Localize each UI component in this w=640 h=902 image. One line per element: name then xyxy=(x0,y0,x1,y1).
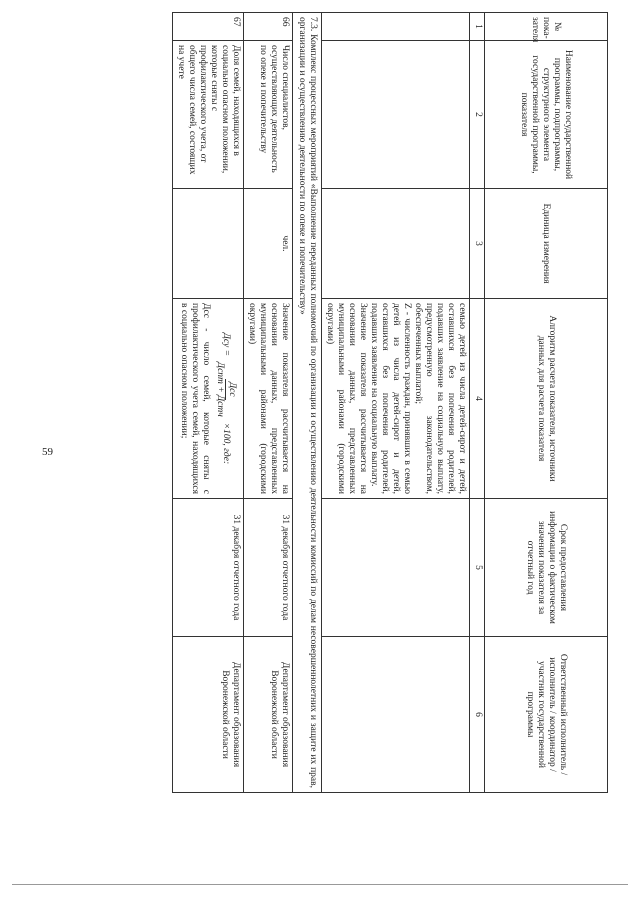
column-number: 6 xyxy=(470,637,485,793)
column-number: 3 xyxy=(470,189,485,299)
page-number: 59 xyxy=(42,446,53,458)
row-unit: чел. xyxy=(244,189,293,299)
section-title: 7.3. Комплекс процессных мероприятий «Выполнение переданных полномочий по организации и осуществлению деятельности комиссий по делам несовершеннолетних и защите их прав, организации и осуществлению деятельности по опеке и попечительству» xyxy=(293,13,322,793)
section-row xyxy=(293,13,322,793)
row-unit xyxy=(173,189,244,299)
row-algorithm: Значение показателя рассчитывается на основании данных, представленных муниципальными районами (городскими округами) xyxy=(244,299,293,499)
header-algorithm: Алгоритм расчета показателя, источники данных для расчета показателя xyxy=(485,299,608,499)
row-number: 66 xyxy=(244,13,293,41)
table-row xyxy=(244,13,293,793)
row-name: Число специалистов, осуществляющих деятельность по опеке и попечительству xyxy=(244,41,293,189)
row-responsible: Департамент образования Воронежской области xyxy=(244,637,293,793)
page-bottom-line xyxy=(12,884,628,885)
header-number: № пока-зателя xyxy=(485,13,608,41)
row-algorithm: Дсс - число семей, которые сняты с профилактического учета семей, находящихся в социально опасном положении; xyxy=(179,303,211,494)
formula-lhs: Дсу = xyxy=(221,332,231,357)
row-algorithm-cell xyxy=(173,299,244,499)
row-deadline: 31 декабря отчетного года xyxy=(173,499,244,637)
formula xyxy=(211,303,241,494)
row-responsible: Департамент образования Воронежской области xyxy=(173,637,244,793)
continuation-text: семью детей из числа детей-сирот и детей, оставшихся без попечения родителей, подавших заявление на социальную выплату, предусмотренную законодательством, обеспеченных выплатой; Z - численность граждан, принявших в семью детей из числа детей-сирот и детей, оставшихся без попечения родителей, подавших заявление на социальную выплату. Значение показателя рассчитывается на основании данных, представленных муниципальными районами (городскими округами) xyxy=(322,299,470,499)
header-name: Наименование государственной программы, подпрограммы, структурного элемента государственной программы, показателя xyxy=(485,41,608,189)
row-number: 67 xyxy=(173,13,244,41)
formula-fraction xyxy=(214,359,237,420)
indicator-table xyxy=(172,12,608,793)
column-number-row xyxy=(470,13,485,793)
table-row xyxy=(173,13,244,793)
formula-rhs: ×100, где: xyxy=(221,422,231,465)
continuation-row xyxy=(322,13,470,793)
rotated-table-area xyxy=(68,12,608,792)
row-name: Доля семей, находящихся в социально опасном положении, которые сняты с профилактического учета, от общего числа семей, состоящих на учете xyxy=(173,41,244,189)
header-responsible: Ответственный исполнитель / исполнитель / координатор / участник государственной программы xyxy=(485,637,608,793)
column-number: 4 xyxy=(470,299,485,499)
column-number: 2 xyxy=(470,41,485,189)
column-number: 1 xyxy=(470,13,485,41)
table-header-row xyxy=(485,13,608,793)
row-deadline: 31 декабря отчетного года xyxy=(244,499,293,637)
formula-denominator: Дсnт + Дстч xyxy=(215,362,225,417)
header-unit: Единица измерения xyxy=(485,189,608,299)
column-number: 5 xyxy=(470,499,485,637)
header-deadline: Срок предоставления информации о фактическом значении показателя за отчетный год xyxy=(485,499,608,637)
formula-numerator: Дсс xyxy=(225,379,237,399)
